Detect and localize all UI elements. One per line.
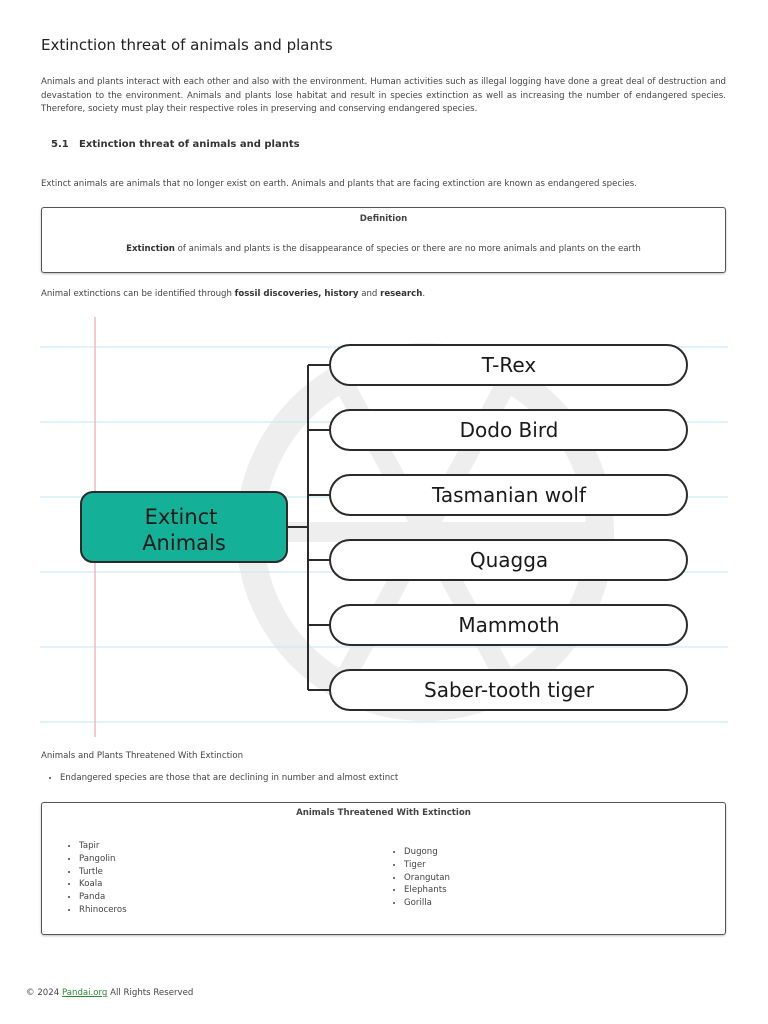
list-item: • Rhinoceros xyxy=(79,904,127,917)
leaf-node xyxy=(330,345,687,385)
list-item: • Endangered species are those that are declining in number and almost extinct xyxy=(60,773,398,783)
list-item: • Koala xyxy=(79,878,127,891)
footer-copyright: © 2024 xyxy=(26,988,62,998)
leaf-node xyxy=(330,540,687,580)
definition-body: of animals and plants is the disappearance of species or there are no more animals and plants on the earth xyxy=(174,244,641,254)
root-node-label-line1: Extinct xyxy=(144,505,218,529)
threatened-right-column xyxy=(387,846,450,910)
list-item: • Dugong xyxy=(404,846,450,859)
list-item: • Tapir xyxy=(79,840,127,853)
footer-link[interactable]: Pandai.org xyxy=(61,988,108,998)
identification-joiner: and xyxy=(358,289,381,299)
threatened-bullet-list xyxy=(41,773,398,783)
list-item: • Pangolin xyxy=(79,853,127,866)
leaf-node-label: Dodo Bird xyxy=(459,418,559,442)
extinct-animals-mind-map xyxy=(40,317,728,739)
identification-term-research: research xyxy=(380,289,423,299)
footer xyxy=(26,988,193,998)
threatened-heading: Animals and Plants Threatened With Extinction xyxy=(41,751,244,761)
leaf-node-label: Saber-tooth tiger xyxy=(424,678,594,702)
leaf-node xyxy=(330,670,687,710)
list-item: • Panda xyxy=(79,891,127,904)
section-number: 5.1 xyxy=(51,139,69,150)
threatened-left-column xyxy=(62,840,127,917)
list-item: • Elephants xyxy=(404,884,450,897)
identification-text xyxy=(41,289,425,299)
extinct-intro-text: Extinct animals are animals that no longer exist on earth. Animals and plants that are facing extinction are known as endangered species. xyxy=(41,179,638,189)
section-heading xyxy=(51,139,300,150)
threatened-animals-box xyxy=(41,802,726,935)
threatened-box-title: Animals Threatened With Extinction xyxy=(296,808,471,818)
intro-paragraph: Animals and plants interact with each other and also with the environment. Human activities such as illegal logging have done a great deal of destruction and devastation to the environment. Animals and plants lose habitat and result in species extinction as well as increasing the number of endangered species. Therefore, society must play their respective roles in preserving and conserving endangered species. xyxy=(41,77,726,114)
list-item: • Tiger xyxy=(404,859,450,872)
leaf-node-label: Mammoth xyxy=(458,613,560,637)
definition-title: Definition xyxy=(359,214,408,224)
list-item: • Orangutan xyxy=(404,872,450,885)
footer-rights: All Rights Reserved xyxy=(107,988,194,998)
root-node-extinct-animals xyxy=(81,492,287,562)
definition-text xyxy=(42,244,725,254)
leaf-node-label: Tasmanian wolf xyxy=(431,483,587,507)
leaf-node xyxy=(330,475,687,515)
section-title: Extinction threat of animals and plants xyxy=(79,139,300,150)
list-item: • Gorilla xyxy=(404,897,450,910)
leaf-node-label: T-Rex xyxy=(481,353,537,377)
leaf-node xyxy=(330,605,687,645)
leaf-node-label: Quagga xyxy=(469,548,549,572)
page-title: Extinction threat of animals and plants xyxy=(41,36,333,54)
definition-term: Extinction xyxy=(126,244,175,254)
list-item: • Turtle xyxy=(79,866,127,879)
leaf-node xyxy=(330,410,687,450)
identification-prefix: Animal extinctions can be identified through xyxy=(41,289,235,299)
identification-term-fossil-history: fossil discoveries, history xyxy=(234,289,359,299)
definition-box xyxy=(41,207,726,273)
root-node-label-line2: Animals xyxy=(142,531,226,555)
identification-suffix: . xyxy=(422,289,426,299)
